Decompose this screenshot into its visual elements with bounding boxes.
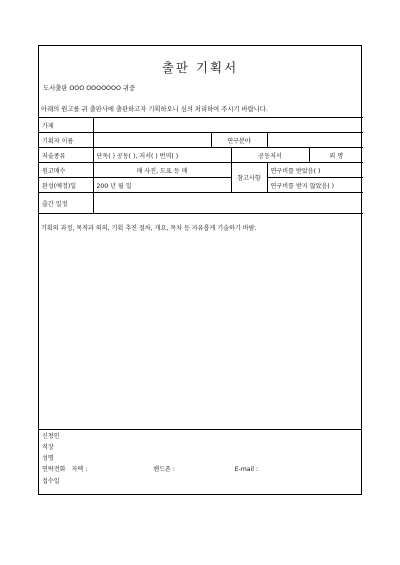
applicant-section [39,429,361,496]
form-title: 출판 기획서 [161,60,239,75]
field-label: 연구분야 [211,133,267,148]
authorship-label: 저술종류 [39,148,93,163]
title-field[interactable] [93,118,363,133]
funding-no[interactable]: 연구비를 받지 않았음( ) [267,178,363,193]
schedule-field[interactable] [93,193,363,214]
coauthor-unit[interactable]: 외 명 [309,148,363,163]
name-label: 성명 [42,455,54,462]
pages-label: 원고매수 [39,163,93,178]
authorship-options[interactable]: 단독( ) 공동( ), 저서( ) 번역( ) [93,148,231,163]
completion-label: 완성(예정)일 [39,178,93,193]
proposal-form [38,45,362,495]
description-area[interactable] [39,217,361,429]
proposal-info-table [39,117,363,214]
home-phone-label: 자택 : [71,466,88,473]
applicant-label: 신청인 [42,433,60,440]
planner-label: 기획자 이름 [39,133,93,148]
mobile-label: 핸드폰 : [153,466,175,473]
pages-value[interactable]: 매 사진, 도표 등 매 [93,163,231,178]
position-label: 직장 [42,444,54,451]
received-date-label: 접수일 [42,478,60,485]
field-field[interactable] [267,133,363,148]
remarks-label: 참고사항 [231,163,267,193]
phone-label: 연락전화 [42,466,66,473]
email-label: E-mail : [234,466,258,473]
intro-text: 아래의 원고를 귀 출판사에 출판하고자 기획하오니 심의 처리하여 주시기 바랍니다. [41,106,268,113]
title-label: 가제 [39,118,93,133]
schedule-label: 출간 일정 [39,193,93,214]
funding-yes[interactable]: 연구비를 받았음( ) [267,163,363,178]
publisher-line: 도서출판 OOO OOOOOOO 귀중 [43,85,136,92]
completion-value[interactable]: 200 년 월 일 [93,178,231,193]
coauthor-label: 공동저서 [231,148,309,163]
description-instruction: 기획의 과정, 목적과 의의, 기획 추진 절차, 개요, 목차 등 자유롭게 기술하기 바람. [41,225,257,232]
planner-field[interactable] [93,133,211,148]
